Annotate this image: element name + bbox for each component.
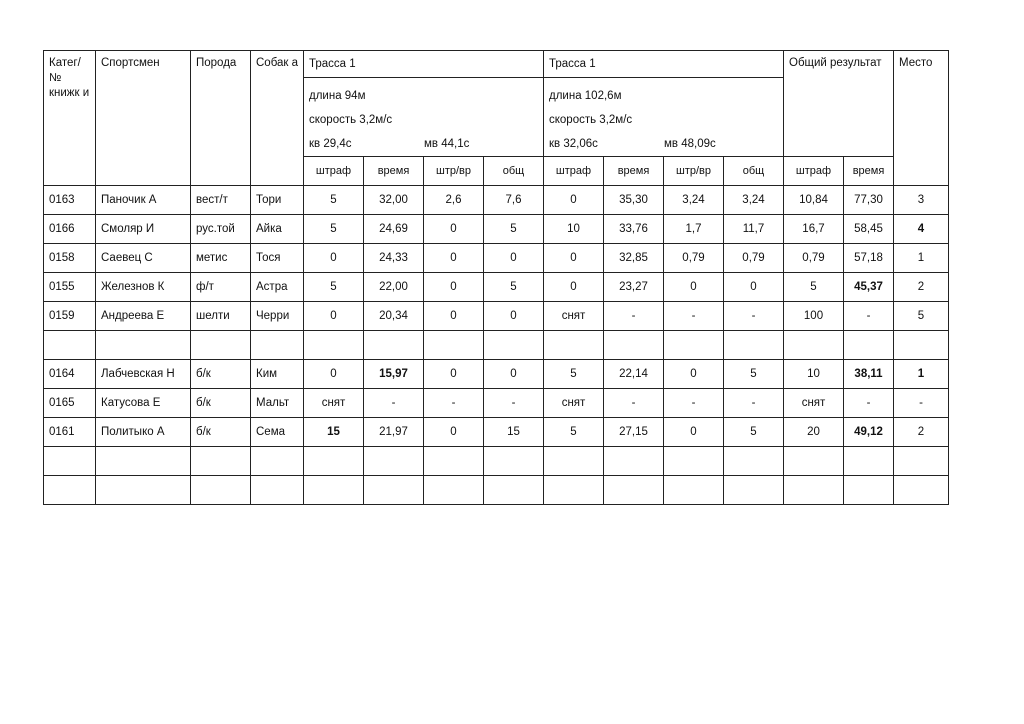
track2-pen-time-cell: 0 <box>664 360 724 389</box>
place-cell: 5 <box>894 302 949 331</box>
athlete-cell: Железнов К <box>96 273 191 302</box>
track1-pen-time-cell: 0 <box>424 360 484 389</box>
category-cell: 0163 <box>44 186 96 215</box>
track1-time-cell: 24,33 <box>364 244 424 273</box>
overall-penalty-cell: снят <box>784 389 844 418</box>
track2-total-header: общ <box>724 157 784 186</box>
dog-cell: Ким <box>251 360 304 389</box>
table-row <box>44 215 949 244</box>
track1-title: Трасса 1 <box>304 51 544 78</box>
athlete-cell: Катусова Е <box>96 389 191 418</box>
track2-kv: кв 32,06с <box>549 138 598 150</box>
track2-time-cell: 35,30 <box>604 186 664 215</box>
place-cell: 4 <box>894 215 949 244</box>
track2-pen-time-cell: 0 <box>664 273 724 302</box>
athlete-cell: Саевец С <box>96 244 191 273</box>
track1-times <box>309 132 538 156</box>
track2-total-cell: 5 <box>724 418 784 447</box>
dog-cell: Айка <box>251 215 304 244</box>
overall-time-cell: 57,18 <box>844 244 894 273</box>
track1-total-cell: 5 <box>484 215 544 244</box>
track1-penalty-cell: 15 <box>304 418 364 447</box>
track2-penalty-cell: 5 <box>544 418 604 447</box>
track1-penalty-cell: снят <box>304 389 364 418</box>
track1-pen-time-cell: 0 <box>424 273 484 302</box>
overall-penalty-header: штраф <box>784 157 844 186</box>
dog-cell: Астра <box>251 273 304 302</box>
category-cell: 0155 <box>44 273 96 302</box>
track1-time-cell: 20,34 <box>364 302 424 331</box>
track2-penalty-cell: снят <box>544 302 604 331</box>
track1-total-header: общ <box>484 157 544 186</box>
track1-time-cell: 32,00 <box>364 186 424 215</box>
track1-total-cell <box>484 331 544 360</box>
header-breed: Порода <box>191 51 251 186</box>
track2-pen-time-cell <box>664 476 724 505</box>
category-cell <box>44 447 96 476</box>
track1-length: длина 94м <box>309 90 366 102</box>
track1-pen-time-cell: 0 <box>424 215 484 244</box>
track2-time-cell: 22,14 <box>604 360 664 389</box>
track2-total-cell <box>724 331 784 360</box>
track1-total-cell: 15 <box>484 418 544 447</box>
overall-time-cell: 38,11 <box>844 360 894 389</box>
track1-total-cell: 0 <box>484 360 544 389</box>
track1-penalty-cell: 0 <box>304 244 364 273</box>
track2-penalty-cell: 0 <box>544 244 604 273</box>
overall-time-cell: 45,37 <box>844 273 894 302</box>
track2-pen-time-header: штр/вр <box>664 157 724 186</box>
category-cell: 0158 <box>44 244 96 273</box>
track2-penalty-cell <box>544 476 604 505</box>
track1-time-cell <box>364 476 424 505</box>
track1-pen-time-header: штр/вр <box>424 157 484 186</box>
track1-total-cell: 7,6 <box>484 186 544 215</box>
track2-length: длина 102,6м <box>549 90 622 102</box>
athlete-cell: Паночик А <box>96 186 191 215</box>
track2-pen-time-cell: - <box>664 389 724 418</box>
track1-time-cell: 22,00 <box>364 273 424 302</box>
track1-time-cell: 24,69 <box>364 215 424 244</box>
dog-cell: Сема <box>251 418 304 447</box>
table-row <box>44 389 949 418</box>
track2-time-cell <box>604 476 664 505</box>
track1-pen-time-cell <box>424 447 484 476</box>
breed-cell <box>191 447 251 476</box>
place-cell: 3 <box>894 186 949 215</box>
header-place: Место <box>894 51 949 186</box>
dog-cell: Черри <box>251 302 304 331</box>
breed-cell <box>191 331 251 360</box>
track1-time-cell <box>364 447 424 476</box>
track2-pen-time-cell: 3,24 <box>664 186 724 215</box>
track1-pen-time-cell: - <box>424 389 484 418</box>
breed-cell: шелти <box>191 302 251 331</box>
track2-time-cell <box>604 447 664 476</box>
track2-total-cell <box>724 447 784 476</box>
track1-time-cell: 21,97 <box>364 418 424 447</box>
overall-time-cell <box>844 476 894 505</box>
track2-time-cell: 23,27 <box>604 273 664 302</box>
track2-pen-time-cell <box>664 447 724 476</box>
overall-time-cell: - <box>844 389 894 418</box>
track2-pen-time-cell: 1,7 <box>664 215 724 244</box>
overall-penalty-cell: 0,79 <box>784 244 844 273</box>
track1-speed: скорость 3,2м/с <box>309 114 393 126</box>
track2-total-cell: 3,24 <box>724 186 784 215</box>
overall-penalty-cell: 20 <box>784 418 844 447</box>
category-cell: 0161 <box>44 418 96 447</box>
athlete-cell: Смоляр И <box>96 215 191 244</box>
header-dog: Собак а <box>251 51 304 186</box>
breed-cell: метис <box>191 244 251 273</box>
dog-cell <box>251 331 304 360</box>
track1-penalty-header: штраф <box>304 157 364 186</box>
place-cell: 2 <box>894 273 949 302</box>
results-table <box>43 50 949 505</box>
overall-penalty-cell: 5 <box>784 273 844 302</box>
category-cell: 0164 <box>44 360 96 389</box>
breed-cell: б/к <box>191 360 251 389</box>
track2-total-cell: - <box>724 389 784 418</box>
track1-pen-time-cell <box>424 331 484 360</box>
category-cell <box>44 331 96 360</box>
table-row <box>44 273 949 302</box>
track2-time-cell: 33,76 <box>604 215 664 244</box>
place-cell <box>894 476 949 505</box>
breed-cell: б/к <box>191 389 251 418</box>
breed-cell: ф/т <box>191 273 251 302</box>
track2-total-cell: 0 <box>724 273 784 302</box>
track1-mv: мв 44,1с <box>424 138 470 150</box>
header-overall: Общий результат <box>784 51 894 157</box>
track1-total-cell: - <box>484 389 544 418</box>
track2-penalty-header: штраф <box>544 157 604 186</box>
track2-pen-time-cell: 0 <box>664 418 724 447</box>
table-row <box>44 186 949 215</box>
table-row <box>44 476 949 505</box>
overall-penalty-cell <box>784 447 844 476</box>
breed-cell: б/к <box>191 418 251 447</box>
track1-info <box>304 78 544 157</box>
dog-cell <box>251 447 304 476</box>
track1-pen-time-cell: 0 <box>424 244 484 273</box>
table-row <box>44 418 949 447</box>
place-cell: 1 <box>894 360 949 389</box>
overall-time-cell: 58,45 <box>844 215 894 244</box>
category-cell: 0166 <box>44 215 96 244</box>
dog-cell <box>251 476 304 505</box>
table-row <box>44 244 949 273</box>
track2-penalty-cell <box>544 331 604 360</box>
dog-cell: Мальт <box>251 389 304 418</box>
overall-time-cell: - <box>844 302 894 331</box>
breed-cell <box>191 476 251 505</box>
track2-penalty-cell: 10 <box>544 215 604 244</box>
track2-time-cell <box>604 331 664 360</box>
track1-penalty-cell: 5 <box>304 273 364 302</box>
track1-penalty-cell: 5 <box>304 215 364 244</box>
table-row <box>44 302 949 331</box>
place-cell: 2 <box>894 418 949 447</box>
track2-speed: скорость 3,2м/с <box>549 114 633 126</box>
track1-pen-time-cell: 2,6 <box>424 186 484 215</box>
category-cell: 0165 <box>44 389 96 418</box>
track1-penalty-cell: 0 <box>304 302 364 331</box>
header-athlete: Спортсмен <box>96 51 191 186</box>
track1-time-header: время <box>364 157 424 186</box>
athlete-cell: Лабчевская Н <box>96 360 191 389</box>
track2-time-cell: 32,85 <box>604 244 664 273</box>
track1-kv: кв 29,4с <box>309 138 352 150</box>
track2-penalty-cell: 0 <box>544 273 604 302</box>
table-row <box>44 360 949 389</box>
track2-total-cell: 0,79 <box>724 244 784 273</box>
overall-penalty-cell: 10,84 <box>784 186 844 215</box>
dog-cell: Тося <box>251 244 304 273</box>
track2-penalty-cell: 0 <box>544 186 604 215</box>
overall-penalty-cell: 100 <box>784 302 844 331</box>
track2-time-header: время <box>604 157 664 186</box>
track1-time-cell <box>364 331 424 360</box>
track2-total-cell: 11,7 <box>724 215 784 244</box>
track1-penalty-cell <box>304 331 364 360</box>
track1-penalty-cell <box>304 447 364 476</box>
track2-total-cell: 5 <box>724 360 784 389</box>
category-cell <box>44 476 96 505</box>
overall-time-cell <box>844 447 894 476</box>
athlete-cell <box>96 476 191 505</box>
track2-time-cell: 27,15 <box>604 418 664 447</box>
overall-penalty-cell: 16,7 <box>784 215 844 244</box>
overall-time-header: время <box>844 157 894 186</box>
track1-pen-time-cell: 0 <box>424 418 484 447</box>
track1-total-cell: 5 <box>484 273 544 302</box>
track1-total-cell: 0 <box>484 244 544 273</box>
overall-penalty-cell <box>784 476 844 505</box>
track1-time-cell: - <box>364 389 424 418</box>
overall-time-cell: 77,30 <box>844 186 894 215</box>
table-row <box>44 331 949 360</box>
track2-time-cell: - <box>604 389 664 418</box>
athlete-cell <box>96 447 191 476</box>
track2-time-cell: - <box>604 302 664 331</box>
overall-penalty-cell <box>784 331 844 360</box>
track2-penalty-cell: 5 <box>544 360 604 389</box>
overall-time-cell: 49,12 <box>844 418 894 447</box>
track2-penalty-cell <box>544 447 604 476</box>
track2-pen-time-cell: 0,79 <box>664 244 724 273</box>
place-cell <box>894 447 949 476</box>
athlete-cell: Андреева Е <box>96 302 191 331</box>
category-cell: 0159 <box>44 302 96 331</box>
track2-times <box>549 132 778 156</box>
header-category: Катег/ № книжк и <box>44 51 96 186</box>
track1-penalty-cell: 0 <box>304 360 364 389</box>
track2-total-cell: - <box>724 302 784 331</box>
track1-total-cell: 0 <box>484 302 544 331</box>
athlete-cell: Политыко А <box>96 418 191 447</box>
track2-title: Трасса 1 <box>544 51 784 78</box>
overall-penalty-cell: 10 <box>784 360 844 389</box>
track1-total-cell <box>484 447 544 476</box>
place-cell: 1 <box>894 244 949 273</box>
track1-penalty-cell <box>304 476 364 505</box>
track1-total-cell <box>484 476 544 505</box>
track1-pen-time-cell: 0 <box>424 302 484 331</box>
overall-time-cell <box>844 331 894 360</box>
track2-total-cell <box>724 476 784 505</box>
table-row <box>44 447 949 476</box>
track1-pen-time-cell <box>424 476 484 505</box>
place-cell <box>894 331 949 360</box>
track2-penalty-cell: снят <box>544 389 604 418</box>
breed-cell: рус.той <box>191 215 251 244</box>
athlete-cell <box>96 331 191 360</box>
track1-time-cell: 15,97 <box>364 360 424 389</box>
dog-cell: Тори <box>251 186 304 215</box>
track2-pen-time-cell: - <box>664 302 724 331</box>
track1-penalty-cell: 5 <box>304 186 364 215</box>
breed-cell: вест/т <box>191 186 251 215</box>
track2-info <box>544 78 784 157</box>
place-cell: - <box>894 389 949 418</box>
track2-pen-time-cell <box>664 331 724 360</box>
track2-mv: мв 48,09с <box>664 138 716 150</box>
